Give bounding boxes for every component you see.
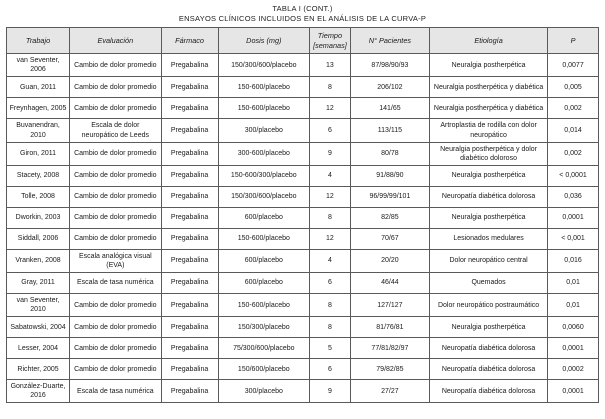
table-caption — [6, 4, 599, 24]
header-row — [7, 28, 599, 54]
table-cell: < 0,001 — [548, 228, 599, 249]
table-cell: González-Duarte, 2016 — [7, 380, 70, 403]
table-cell: 0,014 — [548, 119, 599, 142]
table-cell: 150-600/placebo — [218, 228, 310, 249]
table-cell: Escala analógica visual (EVA) — [70, 249, 162, 272]
table-cell: 150/300/600/placebo — [218, 54, 310, 77]
table-row — [7, 317, 599, 338]
table-cell: Richter, 2005 — [7, 359, 70, 380]
table-cell: Pregabalina — [161, 54, 218, 77]
table-cell: 0,0001 — [548, 380, 599, 403]
table-cell: 8 — [310, 207, 351, 228]
table-row — [7, 98, 599, 119]
table-cell: Pregabalina — [161, 165, 218, 186]
table-cell: 0,0002 — [548, 359, 599, 380]
table-cell: 0,036 — [548, 186, 599, 207]
table-cell: van Seventer, 2006 — [7, 54, 70, 77]
table-cell: Cambio de dolor promedio — [70, 359, 162, 380]
table-row — [7, 142, 599, 165]
table-cell: Neuralgia postherpética y dolor diabético doloroso — [430, 142, 548, 165]
clinical-trials-table — [6, 27, 599, 403]
table-cell: Giron, 2011 — [7, 142, 70, 165]
table-cell: 6 — [310, 272, 351, 293]
table-cell: 8 — [310, 317, 351, 338]
table-cell: Pregabalina — [161, 338, 218, 359]
column-header: N° Pacientes — [350, 28, 429, 54]
table-cell: 4 — [310, 249, 351, 272]
table-cell: 0,0060 — [548, 317, 599, 338]
table-cell: Neuropatía diabética dolorosa — [430, 359, 548, 380]
table-cell: 4 — [310, 165, 351, 186]
table-cell: 8 — [310, 77, 351, 98]
table-row — [7, 338, 599, 359]
table-cell: Cambio de dolor promedio — [70, 228, 162, 249]
table-cell: 150/300/placebo — [218, 317, 310, 338]
table-cell: Tolle, 2008 — [7, 186, 70, 207]
table-cell: 150-600/placebo — [218, 98, 310, 119]
table-cell: Escala de dolor neuropático de Leeds — [70, 119, 162, 142]
table-cell: Cambio de dolor promedio — [70, 54, 162, 77]
table-cell: 0,002 — [548, 98, 599, 119]
table-cell: Neuropatía diabética dolorosa — [430, 380, 548, 403]
table-cell: 70/67 — [350, 228, 429, 249]
table-cell: Neuropatía diabética dolorosa — [430, 338, 548, 359]
table-cell: 82/85 — [350, 207, 429, 228]
table-cell: Cambio de dolor promedio — [70, 98, 162, 119]
column-header: Evaluación — [70, 28, 162, 54]
table-cell: van Seventer, 2010 — [7, 293, 70, 316]
table-row — [7, 272, 599, 293]
table-cell: < 0,0001 — [548, 165, 599, 186]
table-cell: 0,016 — [548, 249, 599, 272]
column-header: Etiología — [430, 28, 548, 54]
table-cell: 80/78 — [350, 142, 429, 165]
table-cell: Cambio de dolor promedio — [70, 77, 162, 98]
table-cell: Pregabalina — [161, 186, 218, 207]
table-cell: 0,0077 — [548, 54, 599, 77]
table-cell: Stacety, 2008 — [7, 165, 70, 186]
table-cell: 206/102 — [350, 77, 429, 98]
table-cell: Quemados — [430, 272, 548, 293]
column-header: Trabajo — [7, 28, 70, 54]
table-cell: Pregabalina — [161, 272, 218, 293]
table-cell: Escala de tasa numérica — [70, 272, 162, 293]
table-cell: 91/88/90 — [350, 165, 429, 186]
table-cell: 96/99/99/101 — [350, 186, 429, 207]
table-cell: 13 — [310, 54, 351, 77]
column-header: P — [548, 28, 599, 54]
table-cell: Pregabalina — [161, 77, 218, 98]
table-cell: Freynhagen, 2005 — [7, 98, 70, 119]
table-cell: 5 — [310, 338, 351, 359]
column-header: Tiempo [semanas] — [310, 28, 351, 54]
table-cell: 0,005 — [548, 77, 599, 98]
table-cell: Neuralgia postherpética — [430, 54, 548, 77]
table-cell: 9 — [310, 142, 351, 165]
table-cell: 27/27 — [350, 380, 429, 403]
table-cell: Pregabalina — [161, 380, 218, 403]
table-cell: Neuropatía diabética dolorosa — [430, 186, 548, 207]
table-cell: 6 — [310, 119, 351, 142]
table-cell: 150-600/placebo — [218, 293, 310, 316]
table-cell: Pregabalina — [161, 119, 218, 142]
table-cell: 87/98/90/93 — [350, 54, 429, 77]
table-cell: Neuralgia postherpética — [430, 317, 548, 338]
table-cell: Lesser, 2004 — [7, 338, 70, 359]
table-cell: 150/600/placebo — [218, 359, 310, 380]
table-cell: 300/placebo — [218, 119, 310, 142]
table-cell: Neuralgia postherpética — [430, 165, 548, 186]
table-cell: 0,002 — [548, 142, 599, 165]
table-cell: 6 — [310, 359, 351, 380]
table-cell: Neuralgia postherpética y diabética — [430, 98, 548, 119]
table-title: ENSAYOS CLÍNICOS INCLUIDOS EN EL ANÁLISIS DE LA CURVA-P — [178, 14, 427, 24]
table-cell: Cambio de dolor promedio — [70, 142, 162, 165]
table-cell: Gray, 2011 — [7, 272, 70, 293]
table-row — [7, 119, 599, 142]
table-row — [7, 380, 599, 403]
table-cell: 0,01 — [548, 293, 599, 316]
table-number: TABLA I (CONT.) — [272, 4, 333, 13]
table-cell: 0,0001 — [548, 338, 599, 359]
table-cell: 127/127 — [350, 293, 429, 316]
table-cell: 150-600/300/placebo — [218, 165, 310, 186]
table-cell: Neuralgia postherpética — [430, 207, 548, 228]
table-cell: 46/44 — [350, 272, 429, 293]
table-row — [7, 77, 599, 98]
table-cell: Cambio de dolor promedio — [70, 186, 162, 207]
table-cell: 113/115 — [350, 119, 429, 142]
table-cell: Guan, 2011 — [7, 77, 70, 98]
table-cell: Cambio de dolor promedio — [70, 293, 162, 316]
table-cell: Neuralgia postherpética y diabética — [430, 77, 548, 98]
table-row — [7, 249, 599, 272]
table-cell: Lesionados medulares — [430, 228, 548, 249]
table-cell: Cambio de dolor promedio — [70, 317, 162, 338]
table-row — [7, 359, 599, 380]
table-cell: Cambio de dolor promedio — [70, 207, 162, 228]
table-cell: Sabatowski, 2004 — [7, 317, 70, 338]
table-cell: Cambio de dolor promedio — [70, 165, 162, 186]
table-cell: Vranken, 2008 — [7, 249, 70, 272]
table-cell: Pregabalina — [161, 317, 218, 338]
table-cell: Pregabalina — [161, 228, 218, 249]
table-row — [7, 293, 599, 316]
table-cell: 600/placebo — [218, 249, 310, 272]
table-cell: Siddall, 2006 — [7, 228, 70, 249]
table-cell: 77/81/82/97 — [350, 338, 429, 359]
table-cell: 0,0001 — [548, 207, 599, 228]
table-cell: 600/placebo — [218, 207, 310, 228]
table-row — [7, 54, 599, 77]
column-header: Dosis (mg) — [218, 28, 310, 54]
table-cell: Pregabalina — [161, 359, 218, 380]
table-cell: 600/placebo — [218, 272, 310, 293]
table-cell: 8 — [310, 293, 351, 316]
table-cell: 300-600/placebo — [218, 142, 310, 165]
table-cell: Pregabalina — [161, 98, 218, 119]
table-row — [7, 228, 599, 249]
table-cell: 20/20 — [350, 249, 429, 272]
table-row — [7, 186, 599, 207]
table-cell: 12 — [310, 228, 351, 249]
table-cell: 150/300/600/placebo — [218, 186, 310, 207]
table-cell: Dolor neuropático postraumático — [430, 293, 548, 316]
table-cell: Artroplastia de rodilla con dolor neuropático — [430, 119, 548, 142]
table-cell: 75/300/600/placebo — [218, 338, 310, 359]
table-cell: 79/82/85 — [350, 359, 429, 380]
table-cell: Buvanendran, 2010 — [7, 119, 70, 142]
table-cell: Cambio de dolor promedio — [70, 338, 162, 359]
table-row — [7, 207, 599, 228]
table-row — [7, 165, 599, 186]
table-cell: Escala de tasa numérica — [70, 380, 162, 403]
table-cell: Dworkin, 2003 — [7, 207, 70, 228]
table-cell: 141/65 — [350, 98, 429, 119]
table-cell: 9 — [310, 380, 351, 403]
table-cell: 300/placebo — [218, 380, 310, 403]
table-body — [7, 54, 599, 403]
column-header: Fármaco — [161, 28, 218, 54]
table-cell: Pregabalina — [161, 249, 218, 272]
table-cell: Pregabalina — [161, 142, 218, 165]
table-cell: 12 — [310, 186, 351, 207]
table-cell: 0,01 — [548, 272, 599, 293]
table-cell: Dolor neuropático central — [430, 249, 548, 272]
table-cell: Pregabalina — [161, 293, 218, 316]
table-cell: 150-600/placebo — [218, 77, 310, 98]
table-cell: 81/76/81 — [350, 317, 429, 338]
table-cell: Pregabalina — [161, 207, 218, 228]
table-cell: 12 — [310, 98, 351, 119]
